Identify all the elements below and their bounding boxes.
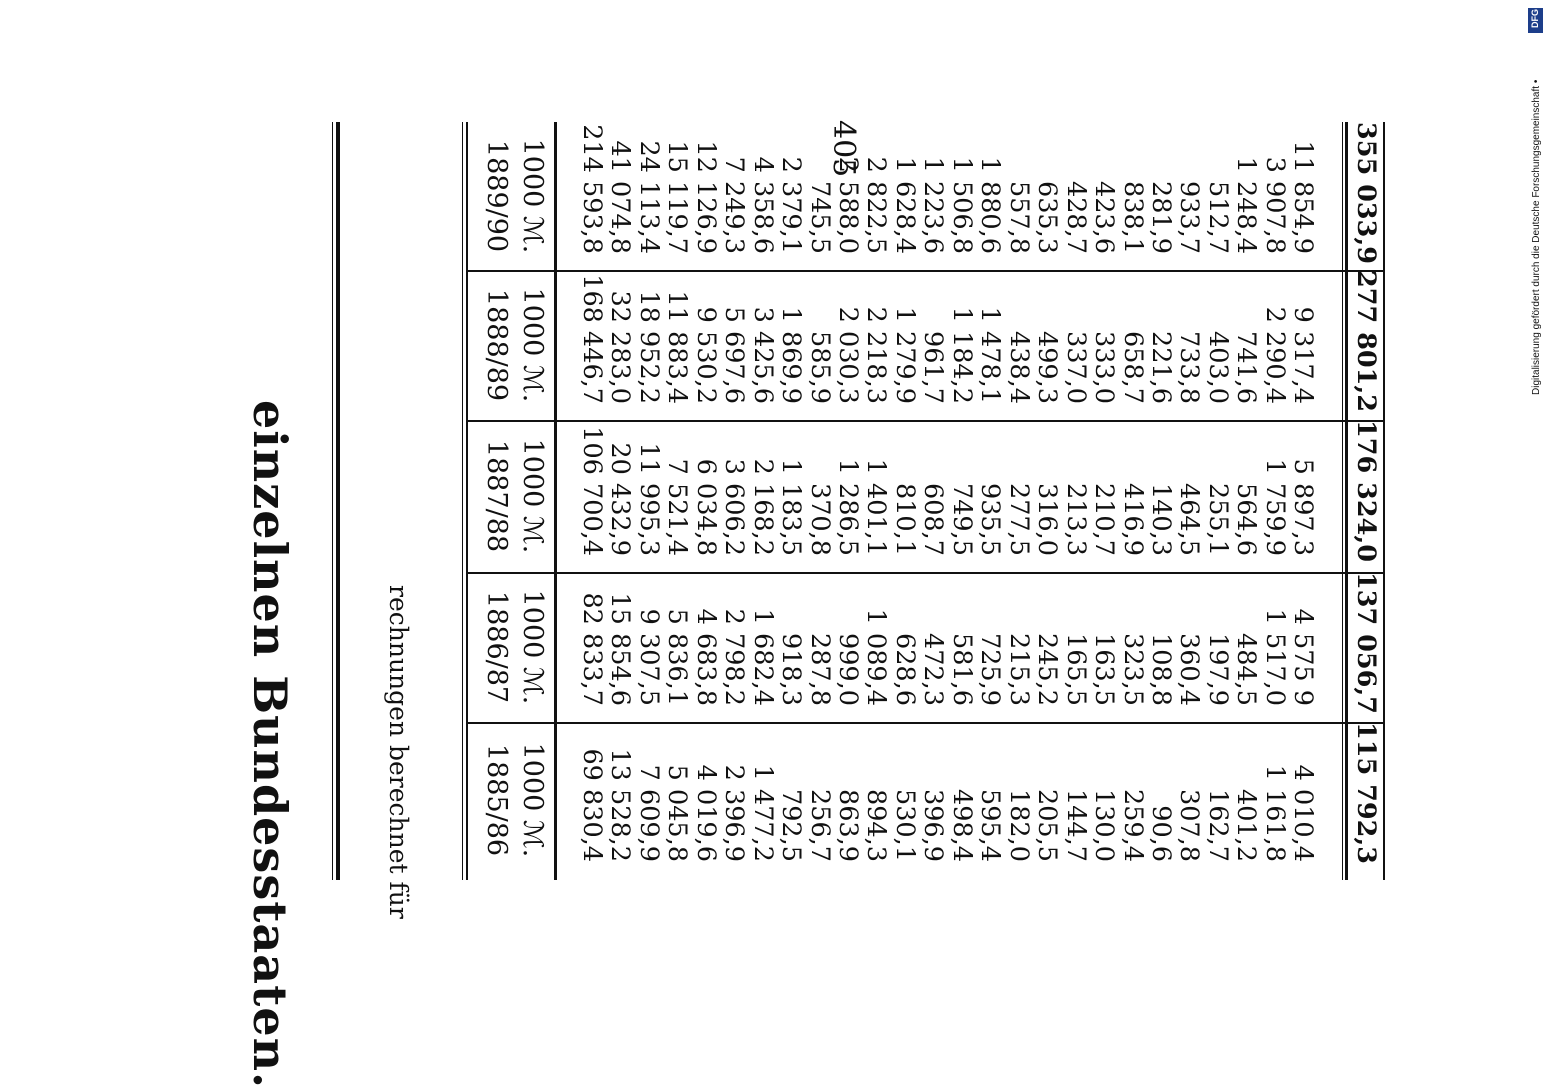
table-cell: 2 218,3 bbox=[861, 306, 892, 404]
table-cell: 205,5 bbox=[1032, 788, 1063, 862]
table-cell: 215,3 bbox=[1003, 632, 1034, 706]
year-band bbox=[934, 0, 1082, 758]
table-cell: 277,5 bbox=[1003, 482, 1034, 556]
table-cell: 725,9 bbox=[975, 632, 1006, 706]
table-cell: 1 183,5 bbox=[776, 458, 807, 556]
table-cell: 564,6 bbox=[1231, 482, 1262, 556]
table-cell: 15 119,7 bbox=[662, 140, 693, 254]
year-band bbox=[782, 0, 930, 758]
table-cell: 1 089,4 bbox=[861, 608, 892, 706]
table-cell: 792,5 bbox=[776, 788, 807, 862]
table-cell: 333,0 bbox=[1089, 330, 1120, 404]
table-cell: 1 880,6 bbox=[975, 156, 1006, 254]
table-cell: 221,6 bbox=[1146, 330, 1176, 404]
column-header-unit: 1000 ℳ. bbox=[517, 742, 548, 858]
table-cell: 961,7 bbox=[918, 330, 949, 404]
table-cell: 41 074,8 bbox=[605, 140, 636, 254]
digitization-note-text: Digitalisierung gefördert durch die Deutsche Forschungsgemeinschaft • bbox=[1531, 79, 1542, 395]
table-cell: 4 010,4 bbox=[1288, 764, 1319, 862]
year-band bbox=[632, 0, 780, 758]
table-cell: 13 528,2 bbox=[605, 748, 636, 862]
table-cell: 182,0 bbox=[1003, 788, 1034, 862]
table-cell: 741,6 bbox=[1231, 330, 1262, 404]
column-total: 115 792,3 bbox=[1351, 722, 1381, 864]
table-cell: 165,5 bbox=[1060, 632, 1091, 706]
table-cell: 255,1 bbox=[1202, 482, 1233, 556]
table-cell: 7 249,3 bbox=[719, 156, 750, 254]
table-cell: 428,7 bbox=[1060, 180, 1091, 254]
table-cell: 1 248,4 bbox=[1231, 156, 1262, 254]
column-header-year: 1885/86 bbox=[481, 743, 512, 857]
table-cell: 9 307,5 bbox=[633, 608, 664, 706]
dfg-logo: DFG bbox=[1528, 8, 1543, 33]
table-cell: 3 606,2 bbox=[719, 458, 750, 556]
table-cell: 1 286,5 bbox=[833, 458, 864, 556]
column-total: 355 033,9 bbox=[1351, 122, 1381, 264]
year-band bbox=[1086, 0, 1234, 758]
page-number: 405 bbox=[826, 120, 861, 178]
table-cell: 464,5 bbox=[1174, 482, 1205, 556]
table-cell: 745,5 bbox=[804, 180, 835, 254]
table-cell: 90,6 bbox=[1146, 805, 1176, 862]
digitization-note bbox=[1528, 0, 1544, 395]
table-cell: 1 628,4 bbox=[889, 156, 920, 254]
column-header-unit: 1000 ℳ. bbox=[517, 138, 548, 254]
column-header-unit: 1000 ℳ. bbox=[517, 438, 548, 554]
table-cell: 918,3 bbox=[776, 632, 807, 706]
table-cell: 4 683,8 bbox=[690, 608, 721, 706]
table-cell: 2 798,2 bbox=[719, 608, 750, 706]
table-cell: 935,5 bbox=[975, 482, 1006, 556]
table-cell: 6 034,8 bbox=[690, 458, 721, 556]
table-cell: 20 432,9 bbox=[605, 442, 636, 556]
table-cell: 197,9 bbox=[1202, 632, 1233, 706]
table-cell: 316,0 bbox=[1032, 482, 1063, 556]
table-cell: 2 379,1 bbox=[776, 156, 807, 254]
table-cell: 360,4 bbox=[1174, 632, 1205, 706]
table-cell: 810,1 bbox=[889, 482, 920, 556]
table-cell: 7 609,9 bbox=[633, 764, 664, 862]
table-cell: 7 521,4 bbox=[662, 458, 693, 556]
table-cell: 416,9 bbox=[1117, 482, 1148, 556]
table-cell: 3 907,8 bbox=[1259, 156, 1290, 254]
table-cell: 658,7 bbox=[1117, 330, 1148, 404]
table-cell: 15 854,6 bbox=[605, 592, 636, 706]
table-cell: 370,8 bbox=[804, 482, 835, 556]
table-cell: 281,9 bbox=[1146, 180, 1176, 254]
table-cell: 557,8 bbox=[1003, 180, 1034, 254]
table-cell: 32 283,0 bbox=[605, 290, 636, 404]
table-cell: 1 517,0 bbox=[1259, 608, 1290, 706]
column-total: 137 056,7 bbox=[1351, 572, 1381, 714]
table-cell: 894,3 bbox=[861, 788, 892, 862]
table-cell: 512,7 bbox=[1202, 180, 1233, 254]
table-cell: 11 995,3 bbox=[633, 442, 664, 556]
column-total: 176 324,0 bbox=[1351, 420, 1381, 562]
table-cell: 933,7 bbox=[1174, 180, 1205, 254]
table-cell: 1 478,1 bbox=[975, 306, 1006, 404]
column-header-year: 1886/87 bbox=[481, 590, 512, 704]
table-cell: 256,7 bbox=[804, 788, 835, 862]
table-cell: 1 279,9 bbox=[889, 306, 920, 404]
table-cell: 108,8 bbox=[1146, 632, 1176, 706]
table-cell: 2 822,5 bbox=[861, 156, 892, 254]
table-cell: 323,5 bbox=[1117, 632, 1148, 706]
table-top-rule bbox=[466, 122, 468, 880]
table-cell: 5 697,6 bbox=[719, 306, 750, 404]
table-cell: 530,1 bbox=[889, 788, 920, 862]
table-cell: 130,0 bbox=[1089, 788, 1120, 862]
table-cell: 595,4 bbox=[975, 788, 1006, 862]
table-cell: 24 113,4 bbox=[633, 140, 664, 254]
table-cell: 733,8 bbox=[1174, 330, 1205, 404]
column-header-unit: 1000 ℳ. bbox=[517, 287, 548, 403]
rotated-page-content bbox=[243, 0, 1400, 1089]
table-cell: 140,3 bbox=[1146, 482, 1176, 556]
year-band bbox=[1238, 0, 1386, 758]
table-cell: 163,5 bbox=[1089, 632, 1120, 706]
table-cell: 1 477,2 bbox=[747, 764, 778, 862]
table-cell: 1 506,8 bbox=[946, 156, 977, 254]
table-cell: 82 833,7 bbox=[577, 592, 607, 706]
page-title: einzelnen Bundesstaaten. bbox=[243, 400, 297, 1089]
table-cell: 307,8 bbox=[1174, 788, 1205, 862]
table-cell: 2 290,4 bbox=[1259, 306, 1290, 404]
header-rule bbox=[554, 122, 557, 880]
table-cell: 5 045,8 bbox=[662, 764, 693, 862]
table-cell: 396,9 bbox=[918, 788, 949, 862]
table-cell: 9 530,2 bbox=[690, 306, 721, 404]
table-cell: 635,3 bbox=[1032, 180, 1063, 254]
table-cell: 214 593,8 bbox=[577, 124, 607, 254]
table-cell: 2 588,0 bbox=[833, 156, 864, 254]
table-cell: 1 682,4 bbox=[747, 608, 778, 706]
table-cell: 168 446,7 bbox=[577, 274, 607, 404]
table-cell: 608,7 bbox=[918, 482, 949, 556]
table-cell: 4 575 9 bbox=[1288, 608, 1319, 706]
table-cell: 12 126,9 bbox=[690, 140, 721, 254]
table-caption: rechnungen berechnet für bbox=[384, 585, 413, 919]
table-cell: 162,7 bbox=[1202, 788, 1233, 862]
table-cell: 5 836,1 bbox=[662, 608, 693, 706]
table-cell: 2 030,3 bbox=[833, 306, 864, 404]
table-cell: 5 897,3 bbox=[1288, 458, 1319, 556]
table-cell: 245,2 bbox=[1032, 632, 1063, 706]
table-cell: 259,4 bbox=[1117, 788, 1148, 862]
column-total: 277 801,2 bbox=[1351, 270, 1381, 412]
table-cell: 585,9 bbox=[804, 330, 835, 404]
table-cell: 11 854,9 bbox=[1288, 140, 1319, 254]
table-cell: 1 759,9 bbox=[1259, 458, 1290, 556]
column-header-year: 1888/89 bbox=[481, 288, 512, 402]
table-cell: 11 883,4 bbox=[662, 290, 693, 404]
table-cell: 106 700,4 bbox=[577, 426, 607, 556]
table-cell: 4 019,6 bbox=[690, 764, 721, 862]
table-cell: 9 317,4 bbox=[1288, 306, 1319, 404]
table-cell: 213,3 bbox=[1060, 482, 1091, 556]
table-cell: 1 161,8 bbox=[1259, 764, 1290, 862]
table-cell: 337,0 bbox=[1060, 330, 1091, 404]
table-cell: 1 869,9 bbox=[776, 306, 807, 404]
table-cell: 3 425,6 bbox=[747, 306, 778, 404]
table-cell: 423,6 bbox=[1089, 180, 1120, 254]
table-cell: 144,7 bbox=[1060, 788, 1091, 862]
table-cell: 210,7 bbox=[1089, 482, 1120, 556]
table-cell: 999,0 bbox=[833, 632, 864, 706]
table-cell: 749,5 bbox=[946, 482, 977, 556]
table-cell: 1 184,2 bbox=[946, 306, 977, 404]
column-header-unit: 1000 ℳ. bbox=[517, 589, 548, 705]
table-cell: 403,0 bbox=[1202, 330, 1233, 404]
table-cell: 2 396,9 bbox=[719, 764, 750, 862]
table-cell: 287,8 bbox=[804, 632, 835, 706]
table-cell: 69 830,4 bbox=[577, 748, 607, 862]
column-header-year: 1889/90 bbox=[481, 139, 512, 253]
table-cell: 838,1 bbox=[1117, 180, 1148, 254]
table-cell: 484,5 bbox=[1231, 632, 1262, 706]
table-cell: 863,9 bbox=[833, 788, 864, 862]
table-cell: 4 358,6 bbox=[747, 156, 778, 254]
table-cell: 18 952,2 bbox=[633, 290, 664, 404]
table-cell: 438,4 bbox=[1003, 330, 1034, 404]
table-cell: 499,3 bbox=[1032, 330, 1063, 404]
table-cell: 498,4 bbox=[946, 788, 977, 862]
table-top-rule-double bbox=[462, 122, 463, 880]
table-cell: 401,2 bbox=[1231, 788, 1262, 862]
table-cell: 472,3 bbox=[918, 632, 949, 706]
table-cell: 1 223,6 bbox=[918, 156, 949, 254]
column-header-year: 1887/88 bbox=[481, 439, 512, 553]
table-cell: 2 168,2 bbox=[747, 458, 778, 556]
table-cell: 1 401,1 bbox=[861, 458, 892, 556]
table-cell: 581,6 bbox=[946, 632, 977, 706]
table-cell: 628,6 bbox=[889, 632, 920, 706]
